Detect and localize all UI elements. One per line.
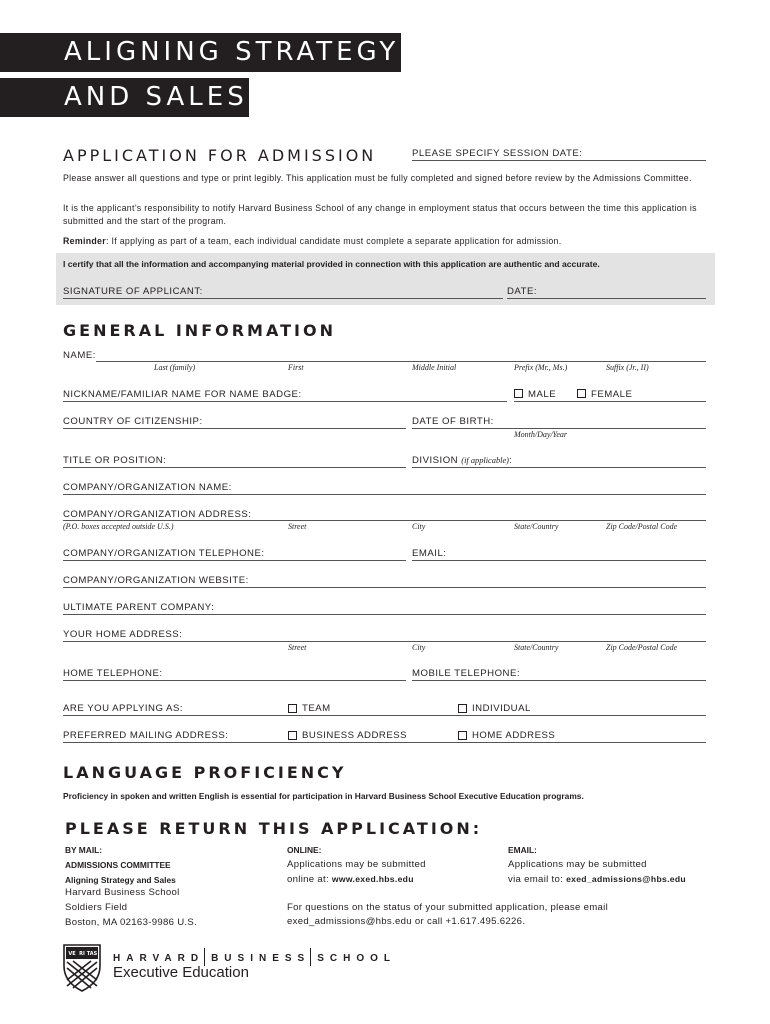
- nickname-label: NICKNAME/FAMILIAR NAME FOR NAME BADGE:: [63, 389, 302, 400]
- home-address-option-label: HOME ADDRESS: [472, 730, 556, 741]
- division-field[interactable]: [412, 467, 706, 468]
- name-sub-first: First: [288, 363, 304, 372]
- business-address-label: BUSINESS ADDRESS: [302, 730, 408, 741]
- date-label: DATE:: [507, 286, 538, 297]
- company-address-sub-street: Street: [288, 522, 307, 531]
- session-date-field[interactable]: [412, 160, 706, 161]
- email-address-link[interactable]: exed_admissions@hbs.edu: [566, 874, 686, 884]
- team-checkbox[interactable]: [288, 704, 297, 713]
- individual-label: INDIVIDUAL: [472, 703, 531, 714]
- language-proficiency-text: Proficiency in spoken and written English is essential for participation in Harvard Business School Executive Education programs.: [63, 791, 584, 801]
- company-address-sub-city: City: [412, 522, 426, 531]
- title-position-label: TITLE OR POSITION:: [63, 455, 167, 466]
- signature-label: SIGNATURE OF APPLICANT:: [63, 286, 203, 297]
- title-banner-line2: [0, 78, 249, 117]
- questions-line-1: For questions on the status of your submitted application, please email: [287, 902, 609, 913]
- male-checkbox[interactable]: [514, 389, 523, 398]
- team-label: TEAM: [302, 703, 331, 714]
- company-phone-field[interactable]: [63, 560, 406, 561]
- division-label-wrap: [412, 455, 512, 466]
- shield-letters-3: TAS: [86, 951, 98, 957]
- name-sub-middle: Middle Initial: [412, 363, 457, 372]
- male-label: MALE: [528, 389, 557, 400]
- mail-line-3: Harvard Business School: [65, 887, 180, 898]
- executive-education-label: Executive Education: [113, 964, 249, 981]
- company-name-field[interactable]: [63, 494, 706, 495]
- hbs-word-harvard: HARVARD: [113, 953, 205, 964]
- email-line-2: [508, 872, 686, 887]
- online-prefix: online at:: [287, 874, 332, 885]
- company-address-field[interactable]: [63, 520, 706, 521]
- hbs-shield-icon: [63, 944, 101, 992]
- individual-checkbox[interactable]: [458, 704, 467, 713]
- business-address-checkbox[interactable]: [288, 731, 297, 740]
- mobile-phone-label: MOBILE TELEPHONE:: [412, 668, 521, 679]
- reminder-paragraph: [63, 235, 723, 248]
- mailing-address-label: PREFERRED MAILING ADDRESS:: [63, 730, 229, 741]
- reminder-text: : If applying as part of a team, each individual candidate must complete a separate application for admission.: [105, 236, 562, 246]
- title-banner-line1: [0, 33, 401, 72]
- mail-line-1: ADMISSIONS COMMITTEE: [65, 860, 171, 870]
- email-prefix: via email to:: [508, 874, 567, 885]
- online-line-2: [287, 872, 414, 887]
- home-address-field[interactable]: [63, 641, 706, 642]
- signature-field[interactable]: [63, 298, 503, 299]
- online-url-link[interactable]: www.exed.hbs.edu: [331, 874, 414, 884]
- mailing-address-rule: [63, 742, 706, 743]
- home-phone-label: HOME TELEPHONE:: [63, 668, 163, 679]
- email-heading: EMAIL:: [508, 845, 537, 855]
- home-address-checkbox[interactable]: [458, 731, 467, 740]
- online-heading: ONLINE:: [287, 845, 322, 855]
- home-address-sub-state: State/Country: [514, 643, 559, 652]
- home-address-sub-city: City: [412, 643, 426, 652]
- nickname-field[interactable]: [63, 401, 507, 402]
- gender-rule: [514, 401, 706, 402]
- company-address-sub-zip: Zip Code/Postal Code: [606, 522, 678, 531]
- wordmark-divider-2: [310, 948, 311, 966]
- instruction-paragraph-1: Please answer all questions and type or print legibly. This application must be fully completed and signed before review by the Admissions Committee.: [63, 173, 692, 183]
- female-checkbox[interactable]: [577, 389, 586, 398]
- name-sub-suffix: Suffix (Jr., II): [606, 363, 649, 372]
- company-phone-label: COMPANY/ORGANIZATION TELEPHONE:: [63, 548, 265, 559]
- division-colon: :: [508, 455, 513, 466]
- dob-sub: Month/Day/Year: [514, 430, 568, 439]
- title-line1: ALIGNING STRATEGY: [64, 37, 400, 67]
- mail-line-5: Boston, MA 02163-9986 U.S.: [65, 917, 198, 928]
- company-name-label: COMPANY/ORGANIZATION NAME:: [63, 482, 232, 493]
- mobile-phone-field[interactable]: [412, 680, 706, 681]
- certification-text: I certify that all the information and accompanying material provided in connection with this application are authentic and accurate.: [63, 259, 600, 269]
- company-address-label: COMPANY/ORGANIZATION ADDRESS:: [63, 509, 252, 520]
- parent-company-label: ULTIMATE PARENT COMPANY:: [63, 602, 215, 613]
- female-label: FEMALE: [591, 389, 633, 400]
- by-mail-heading: BY MAIL:: [65, 845, 103, 855]
- email-line-1: Applications may be submitted: [508, 859, 647, 870]
- dob-label: DATE OF BIRTH:: [412, 416, 494, 427]
- name-sub-prefix: Prefix (Mr., Ms.): [514, 363, 568, 372]
- language-proficiency-heading: LANGUAGE PROFICIENCY: [63, 763, 347, 782]
- company-website-field[interactable]: [63, 587, 706, 588]
- home-phone-field[interactable]: [63, 680, 406, 681]
- instruction-paragraph-2: It is the applicant’s responsibility to notify Harvard Business School of any change in employment status that occurs between the time this application is submitted and the start of the program.: [63, 203, 697, 226]
- shield-letters-1: VE: [68, 951, 76, 957]
- dob-field[interactable]: [412, 428, 706, 429]
- mail-line-2: Aligning Strategy and Sales: [65, 875, 176, 885]
- general-information-heading: GENERAL INFORMATION: [63, 321, 336, 340]
- email-field[interactable]: [412, 560, 706, 561]
- date-field[interactable]: [507, 298, 706, 299]
- title-position-field[interactable]: [63, 467, 406, 468]
- shield-letters-2: RI: [79, 951, 85, 957]
- name-label: NAME:: [63, 350, 96, 361]
- applying-as-label: ARE YOU APPLYING AS:: [63, 703, 184, 714]
- division-label: DIVISION: [412, 455, 459, 466]
- name-field[interactable]: [96, 361, 706, 362]
- applying-as-rule: [63, 715, 706, 716]
- name-sub-last: Last (family): [154, 363, 196, 372]
- company-address-sub-state: State/Country: [514, 522, 559, 531]
- citizenship-field[interactable]: [63, 428, 406, 429]
- home-address-sub-street: Street: [288, 643, 307, 652]
- application-heading: APPLICATION FOR ADMISSION: [63, 146, 377, 165]
- title-line2: AND SALES: [64, 82, 248, 112]
- division-note: (if applicable): [461, 456, 509, 465]
- session-date-label: PLEASE SPECIFY SESSION DATE:: [412, 148, 583, 159]
- email-label: EMAIL:: [412, 548, 447, 559]
- home-address-sub-zip: Zip Code/Postal Code: [606, 643, 678, 652]
- hbs-word-school: SCHOOL: [317, 953, 396, 964]
- po-box-note: (P.O. boxes accepted outside U.S.): [63, 522, 174, 531]
- company-website-label: COMPANY/ORGANIZATION WEBSITE:: [63, 575, 249, 586]
- online-line-1: Applications may be submitted: [287, 859, 426, 870]
- return-heading: PLEASE RETURN THIS APPLICATION:: [65, 819, 483, 838]
- home-address-label: YOUR HOME ADDRESS:: [63, 629, 183, 640]
- mail-line-4: Soldiers Field: [65, 902, 128, 913]
- citizenship-label: COUNTRY OF CITIZENSHIP:: [63, 416, 203, 427]
- hbs-word-business: BUSINESS: [211, 953, 311, 964]
- reminder-label: Reminder: [63, 236, 106, 246]
- questions-line-2: exed_admissions@hbs.edu or call +1.617.495.6226.: [287, 916, 526, 927]
- parent-company-field[interactable]: [63, 614, 706, 615]
